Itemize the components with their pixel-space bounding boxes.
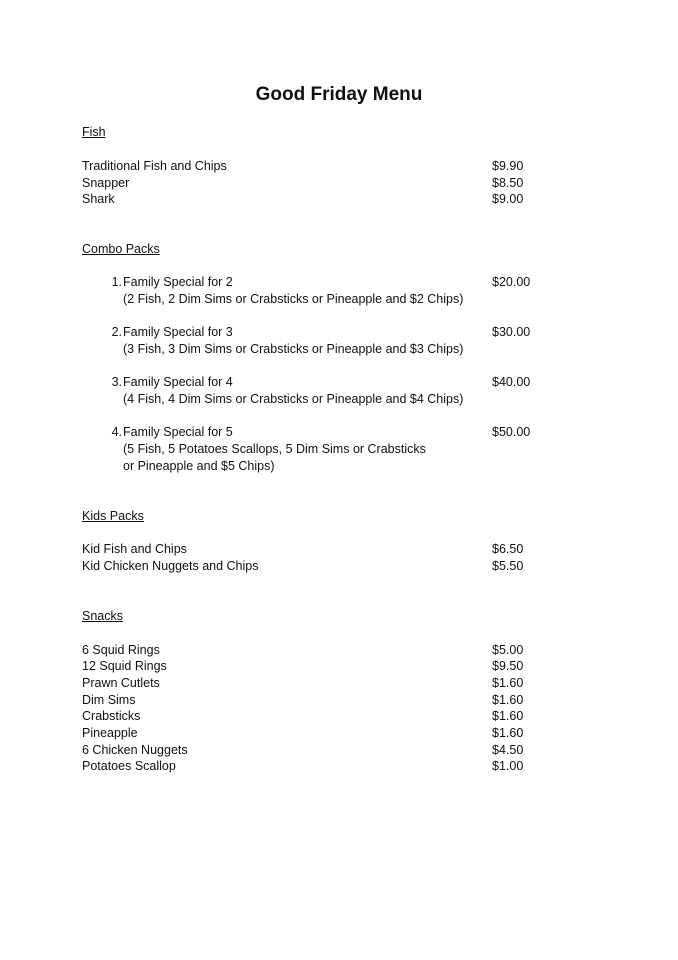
item-price: $1.00 bbox=[492, 759, 524, 773]
item-name: Snapper bbox=[82, 176, 130, 190]
combo-name: Family Special for 4 bbox=[123, 375, 233, 389]
item-price: $1.60 bbox=[492, 709, 524, 723]
item-name: Prawn Cutlets bbox=[82, 676, 160, 690]
menu-item bbox=[82, 191, 542, 208]
menu-item bbox=[82, 541, 542, 558]
item-name: Dim Sims bbox=[82, 693, 136, 707]
combo-detail bbox=[123, 291, 463, 308]
menu-item bbox=[82, 558, 542, 575]
item-name: Potatoes Scallop bbox=[82, 759, 176, 773]
menu-item bbox=[82, 708, 542, 725]
combo-number: 3. bbox=[111, 375, 122, 389]
combo-name: Family Special for 3 bbox=[123, 325, 233, 339]
item-name: Shark bbox=[82, 192, 115, 206]
item-name: Pineapple bbox=[82, 726, 138, 740]
combo-detail-line: (5 Fish, 5 Potatoes Scallops, 5 Dim Sims or Crabsticks bbox=[123, 442, 426, 456]
combo-detail-line: or Pineapple and $5 Chips) bbox=[123, 458, 275, 473]
item-price: $8.50 bbox=[492, 176, 524, 190]
item-name: 6 Chicken Nuggets bbox=[82, 743, 188, 757]
item-name: Kid Fish and Chips bbox=[82, 542, 187, 556]
item-price: $1.60 bbox=[492, 693, 524, 707]
item-name: Traditional Fish and Chips bbox=[82, 159, 227, 173]
item-name: 12 Squid Rings bbox=[82, 659, 167, 673]
combo-name: Family Special for 2 bbox=[123, 275, 233, 289]
combo-detail-line: (2 Fish, 2 Dim Sims or Crabsticks or Pineapple and $2 Chips) bbox=[123, 292, 464, 306]
item-name: Kid Chicken Nuggets and Chips bbox=[82, 559, 259, 573]
menu-item bbox=[82, 175, 542, 192]
combo-detail-line: (3 Fish, 3 Dim Sims or Crabsticks or Pineapple and $3 Chips) bbox=[123, 342, 464, 356]
combo-number: 1. bbox=[111, 275, 122, 289]
menu-item bbox=[82, 742, 542, 759]
item-name: 6 Squid Rings bbox=[82, 643, 160, 657]
item-price: $6.50 bbox=[492, 542, 524, 556]
section-heading-kids-packs: Kids Packs bbox=[82, 509, 144, 523]
menu-item bbox=[82, 158, 542, 175]
item-price: $1.60 bbox=[492, 726, 524, 740]
combo-price: $30.00 bbox=[492, 325, 531, 339]
item-price: $4.50 bbox=[492, 743, 524, 757]
combo-price: $20.00 bbox=[492, 275, 531, 289]
item-name: Crabsticks bbox=[82, 709, 141, 723]
item-price: $9.00 bbox=[492, 192, 524, 206]
menu-item bbox=[82, 758, 542, 775]
combo-detail bbox=[123, 341, 463, 358]
item-price: $5.00 bbox=[492, 643, 524, 657]
item-price: $5.50 bbox=[492, 559, 524, 573]
combo-number: 2. bbox=[111, 325, 122, 339]
combo-detail bbox=[123, 391, 463, 408]
item-price: $1.60 bbox=[492, 676, 524, 690]
combo-detail-line: (4 Fish, 4 Dim Sims or Crabsticks or Pineapple and $4 Chips) bbox=[123, 392, 464, 406]
combo-number: 4. bbox=[111, 425, 122, 439]
menu-item bbox=[82, 725, 542, 742]
section-heading-snacks: Snacks bbox=[82, 609, 123, 623]
combo-price: $40.00 bbox=[492, 375, 531, 389]
menu-item bbox=[82, 658, 542, 675]
section-heading-fish: Fish bbox=[82, 125, 106, 139]
menu-item bbox=[82, 675, 542, 692]
item-price: $9.90 bbox=[492, 159, 524, 173]
menu-item bbox=[82, 692, 542, 709]
combo-detail bbox=[123, 441, 426, 474]
section-heading-combo-packs: Combo Packs bbox=[82, 242, 160, 256]
page-title: Good Friday Menu bbox=[255, 84, 423, 105]
menu-item bbox=[82, 642, 542, 659]
combo-name: Family Special for 5 bbox=[123, 425, 233, 439]
combo-price: $50.00 bbox=[492, 425, 531, 439]
item-price: $9.50 bbox=[492, 659, 524, 673]
